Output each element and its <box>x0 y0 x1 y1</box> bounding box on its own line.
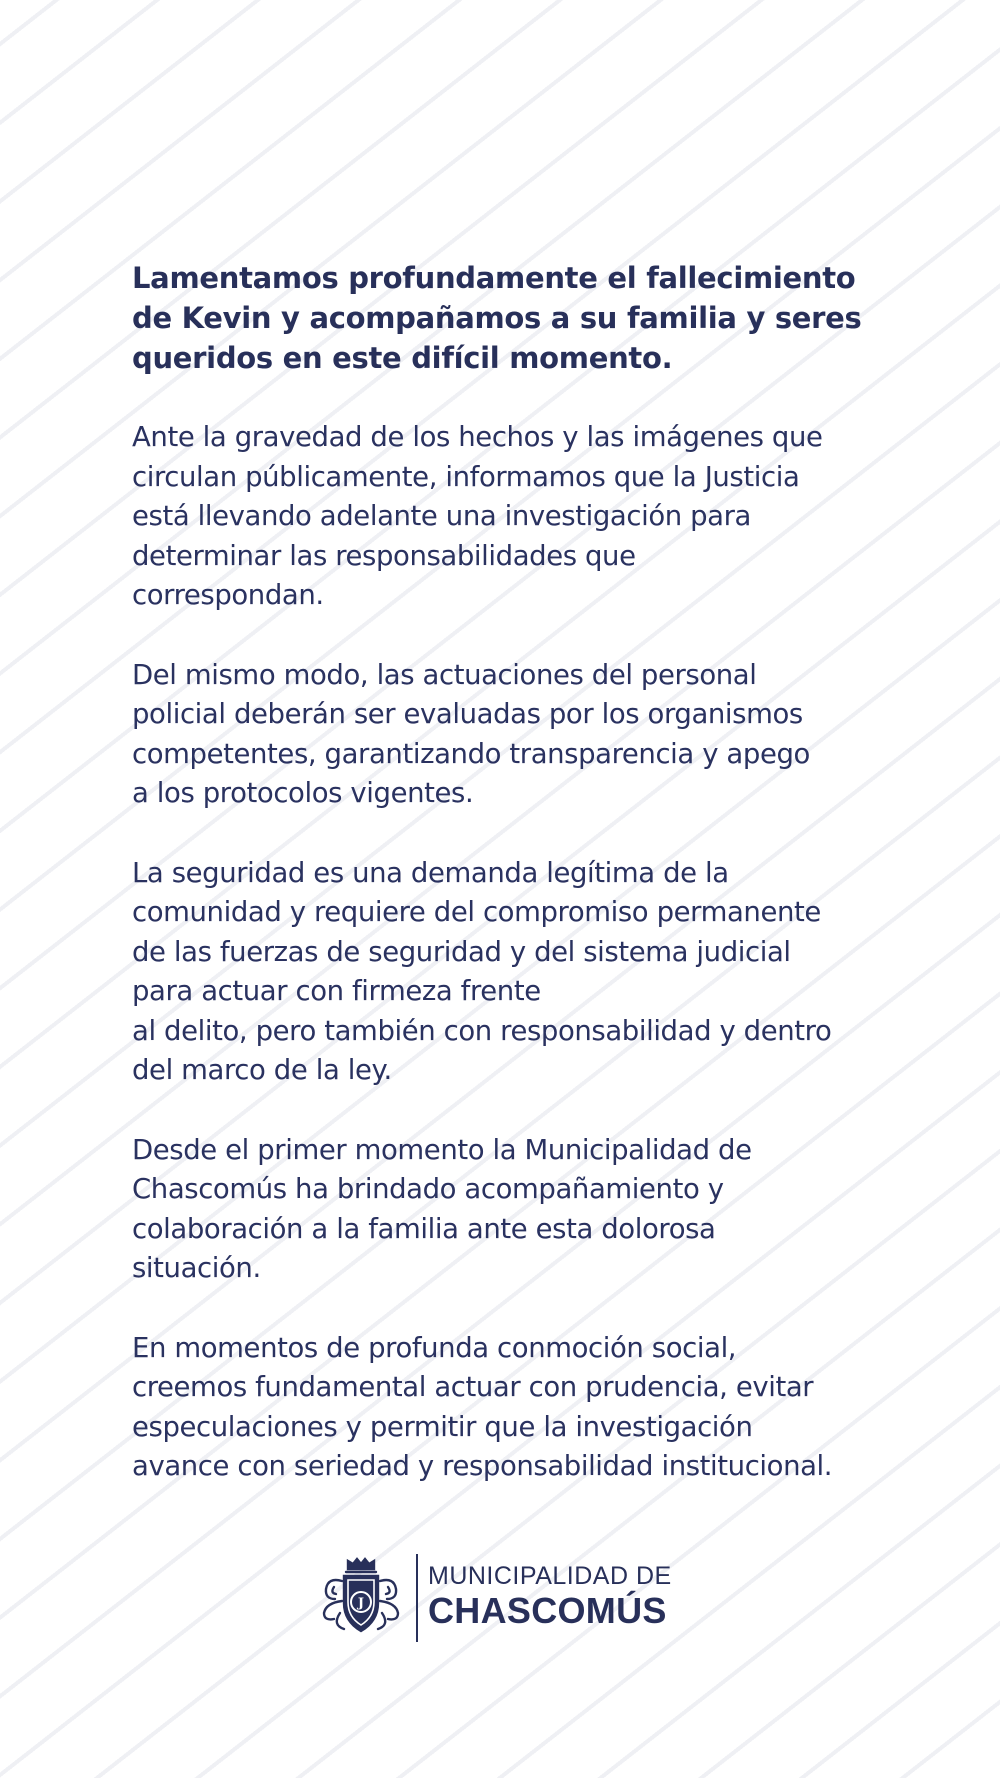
statement-paragraph-4: Desde el primer momento la Municipalidad de Chascomús ha brindado acompañamiento y colaboración a la familia ante esta dolorosa situación. <box>132 1133 752 1284</box>
logo-divider <box>416 1554 418 1642</box>
statement-paragraph-3: La seguridad es una demanda legítima de la comunidad y requiere del compromiso permanente de las fuerzas de seguridad y del sistema judicial para actuar con firmeza frente al delito, pero también con responsabilidad y dentro del marco de la ley. <box>132 856 832 1086</box>
municipal-crest-icon <box>318 1555 404 1639</box>
statement-paragraph-5: En momentos de profunda conmoción social, creemos fundamental actuar con prudencia, evitar especulaciones y permitir que la investigación avance con seriedad y responsabilidad institucional. <box>132 1331 833 1482</box>
statement-paragraph-2: Del mismo modo, las actuaciones del personal policial deberán ser evaluadas por los organismos competentes, garantizando transparencia y apego a los protocolos vigentes. <box>132 658 810 809</box>
municipality-logo <box>318 1550 688 1648</box>
statement-body <box>132 258 912 1487</box>
statement-paragraph-1: Ante la gravedad de los hechos y las imágenes que circulan públicamente, informamos que la Justicia está llevando adelante una investigación para determinar las responsabilidades que correspondan. <box>132 421 823 611</box>
svg-text:J: J <box>357 1596 365 1611</box>
brand-name-line1: MUNICIPALIDAD DE <box>428 1562 672 1590</box>
brand-name-line2: CHASCOMÚS <box>428 1590 667 1631</box>
statement-headline: Lamentamos profundamente el fallecimiento de Kevin y acompañamos a su familia y seres queridos en este difícil momento. <box>132 261 862 375</box>
